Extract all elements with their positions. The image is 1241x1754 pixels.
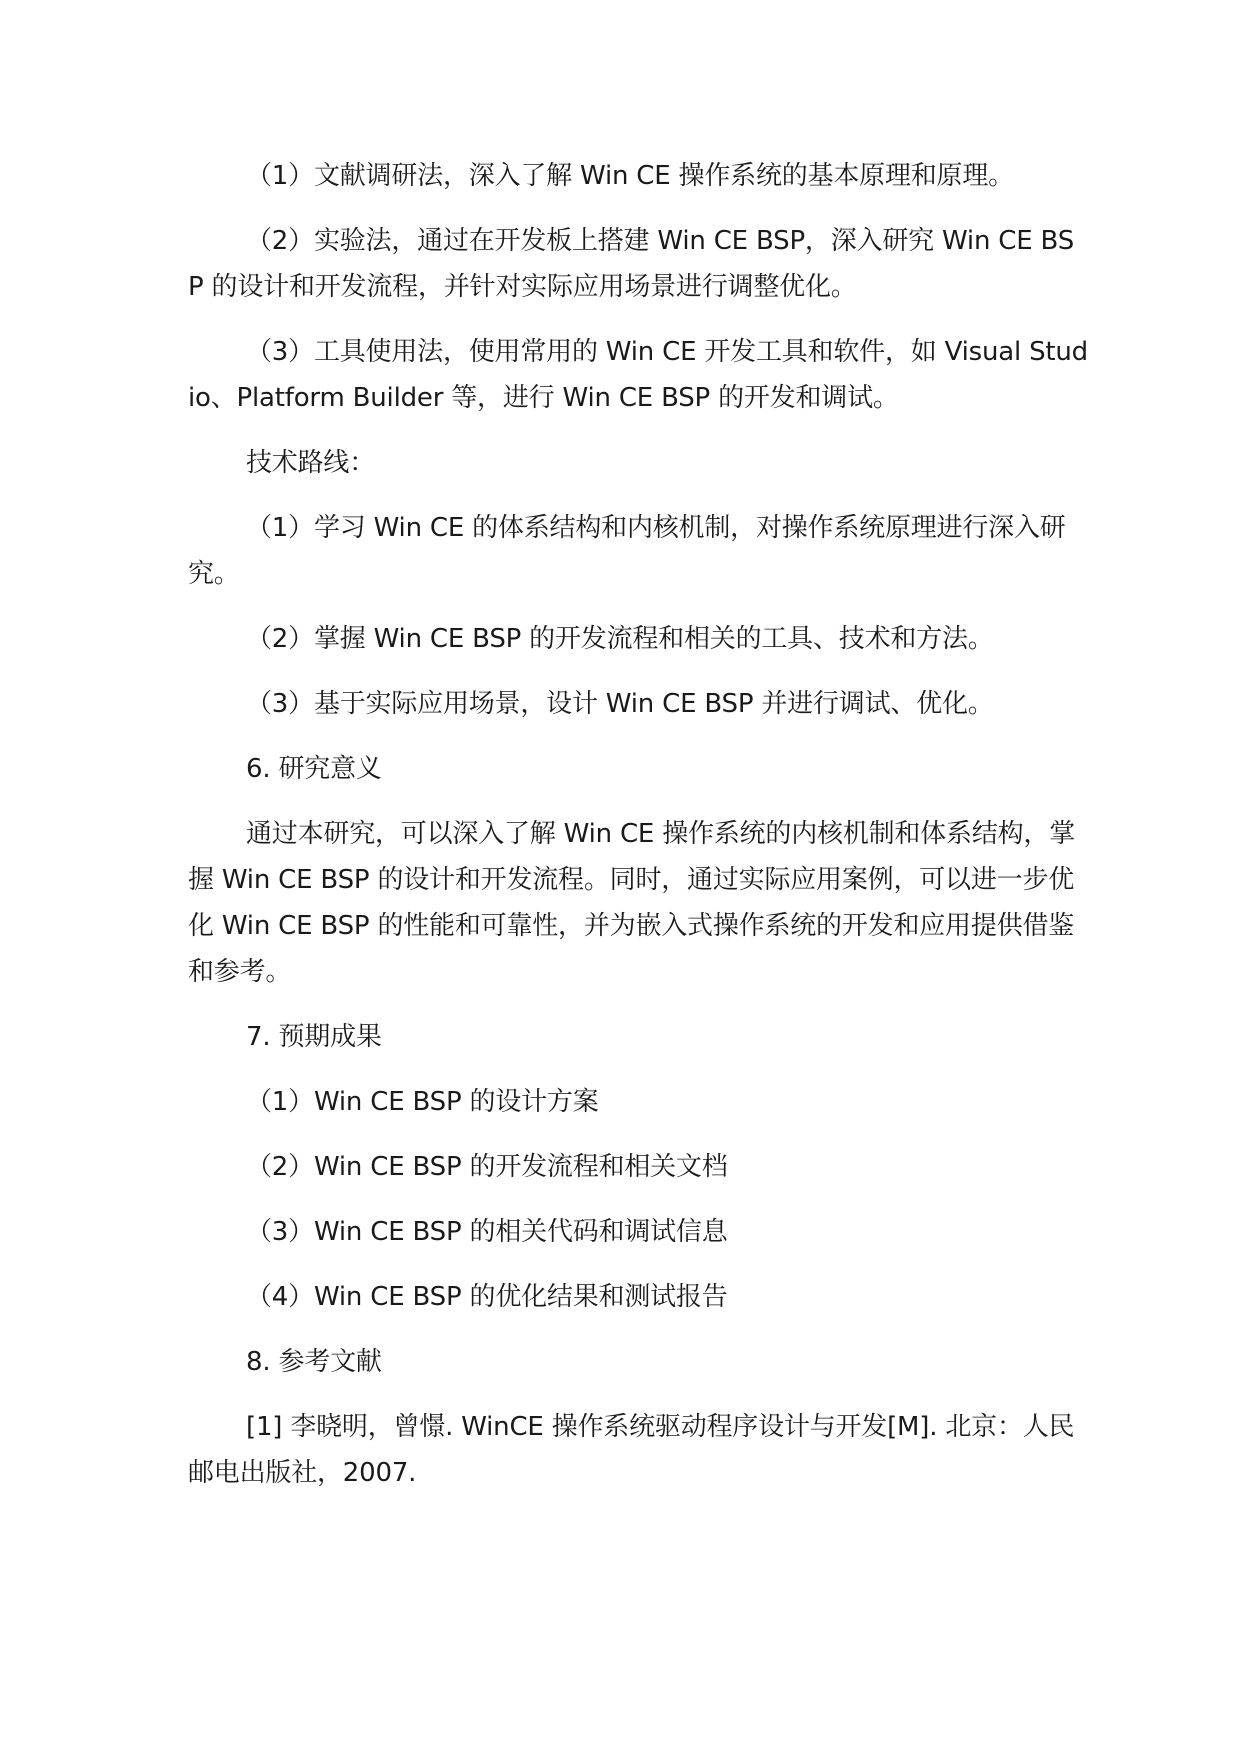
paragraph-route-1: （1）学习 Win CE 的体系结构和内核机制，对操作系统原理进行深入研究。 [188, 513, 1066, 589]
paragraph-result-1: （1）Win CE BSP 的设计方案 [246, 1087, 599, 1117]
paragraph-method-tools: （3）工具使用法，使用常用的 Win CE 开发工具和软件，如 Visual Studio、Platform Builder 等，进行 Win CE BSP 的开发和调试。 [188, 337, 1088, 413]
reference-item: [1] 李晓明，曾憬. WinCE 操作系统驱动程序设计与开发[M]. 北京：人民邮电出版社，2007. [188, 1412, 1075, 1488]
paragraph-result-2: （2）Win CE BSP 的开发流程和相关文档 [246, 1152, 728, 1182]
paragraph-significance: 通过本研究，可以深入了解 Win CE 操作系统的内核机制和体系结构，掌握 Win CE BSP 的设计和开发流程。同时，通过实际应用案例，可以进一步优化 Win CE BSP 的性能和可靠性，并为嵌入式操作系统的开发和应用提供借鉴和参考。 [188, 819, 1076, 987]
document-body [188, 153, 1088, 1515]
paragraph-route-3: （3）基于实际应用场景，设计 Win CE BSP 并进行调试、优化。 [246, 689, 994, 719]
heading-references: 8. 参考文献 [246, 1347, 382, 1377]
paragraph-result-4: （4）Win CE BSP 的优化结果和测试报告 [246, 1282, 728, 1312]
heading-technical-route: 技术路线： [246, 448, 376, 478]
paragraph-method-experiment: （2）实验法，通过在开发板上搭建 Win CE BSP，深入研究 Win CE BSP 的设计和开发流程，并针对实际应用场景进行调整优化。 [188, 226, 1075, 302]
heading-research-significance: 6. 研究意义 [246, 754, 382, 784]
paragraph-route-2: （2）掌握 Win CE BSP 的开发流程和相关的工具、技术和方法。 [246, 624, 994, 654]
paragraph-result-3: （3）Win CE BSP 的相关代码和调试信息 [246, 1217, 728, 1247]
heading-expected-results: 7. 预期成果 [246, 1022, 382, 1052]
paragraph-method-literature: （1）文献调研法，深入了解 Win CE 操作系统的基本原理和原理。 [246, 161, 1014, 191]
